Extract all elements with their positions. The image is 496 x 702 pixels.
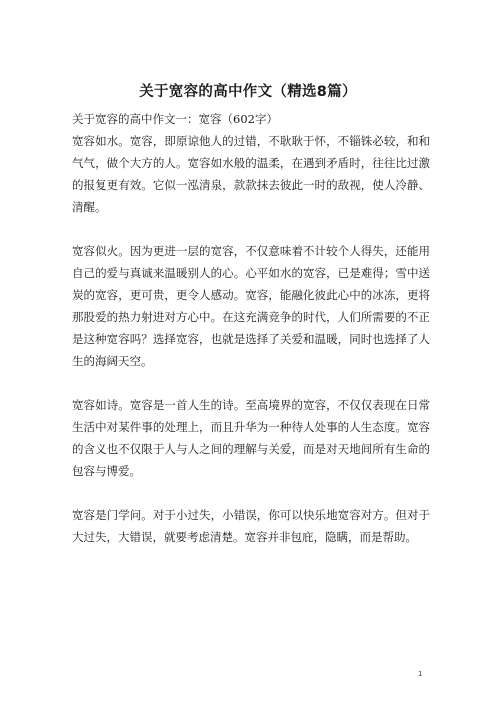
paragraph-2: 宽容似火。因为更进一层的宽容，不仅意味着不计较个人得失，还能用自己的爱与真诚来温暖别人的心。心平如水的宽容，已是难得；雪中送炭的宽容，更可贵，更令人感动。宽容，能融化彼此心中的冰冻，更将那股爱的热力射进对方心中。在这充满竞争的时代，人们所需要的不正是这种宽容吗？选择宽容，也就是选择了关爱和温暖，同时也选择了人生的海阔天空。: [72, 244, 430, 368]
paragraph-4: 宽容是门学问。对于小过失，小错误，你可以快乐地宽容对方。但对于大过失，大错误，就要考虑清楚。宽容并非包庇，隐瞒，而是帮助。: [72, 508, 430, 544]
document-body: [72, 108, 430, 548]
paragraph-3: 宽容如诗。宽容是一首人生的诗。至高境界的宽容，不仅仅表现在日常生活中对某件事的处理上，而且升华为一种待人处事的人生态度。宽容的含义也不仅限于人与人之间的理解与关爱，而是对天地间所有生命的包容与博爱。: [72, 398, 430, 478]
page-number: 1: [418, 670, 423, 678]
section-subtitle: 关于宽容的高中作文一：宽容（602字）: [72, 112, 278, 126]
paragraph-1: 宽容如水。宽容，即原谅他人的过错，不耿耿于怀，不锱铢必较，和和气气，做个大方的人。宽容如水般的温柔，在遇到矛盾时，往往比过激的报复更有效。它似一泓清泉，款款抹去彼此一时的敌视，使人冷静、清醒。: [72, 134, 430, 214]
document-title: 关于宽容的高中作文（精选8篇）: [139, 84, 357, 100]
